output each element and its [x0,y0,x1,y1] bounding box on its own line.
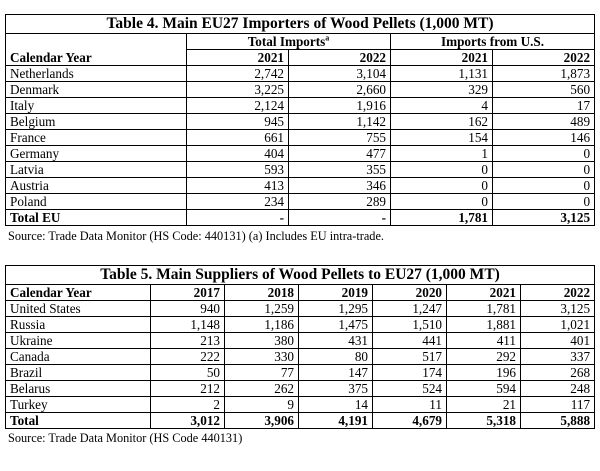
total-value-cell: 4,679 [373,413,447,429]
table-4-year-header: 2022 [289,50,391,66]
total-value-cell: 5,888 [521,413,595,429]
value-cell: 1,510 [373,317,447,333]
value-cell: 0 [391,194,493,210]
total-value-cell: 3,012 [151,413,225,429]
value-cell: 2,742 [187,66,289,82]
table-4-title: Table 4. Main EU27 Importers of Wood Pellets (1,000 MT) [6,15,595,34]
value-cell: 330 [225,349,299,365]
value-cell: 560 [493,82,595,98]
value-cell: 21 [447,397,521,413]
value-cell: 380 [225,333,299,349]
value-cell: 14 [299,397,373,413]
value-cell: 9 [225,397,299,413]
country-cell: Denmark [6,82,187,98]
table-5-title: Table 5. Main Suppliers of Wood Pellets to EU27 (1,000 MT) [6,266,595,285]
table-4-year-header: 2021 [391,50,493,66]
value-cell: 0 [493,178,595,194]
value-cell: 1,916 [289,98,391,114]
table-5-year-header: 2019 [299,285,373,301]
total-value-cell: 1,781 [391,210,493,226]
table-row [6,397,595,413]
table-5-source: Source: Trade Data Monitor (HS Code 440131) [8,431,243,445]
value-cell: 355 [289,162,391,178]
table-4-header-blank [6,34,187,50]
total-value-cell: 3,906 [225,413,299,429]
country-cell: Canada [6,349,151,365]
value-cell: 375 [299,381,373,397]
value-cell: 289 [289,194,391,210]
value-cell: 1,881 [447,317,521,333]
value-cell: 212 [151,381,225,397]
value-cell: 3,225 [187,82,289,98]
value-cell: 213 [151,333,225,349]
value-cell: 2,660 [289,82,391,98]
value-cell: 2,124 [187,98,289,114]
country-cell: Netherlands [6,66,187,82]
country-cell: Poland [6,194,187,210]
table-4-group-total-imports [187,34,391,50]
value-cell: 0 [493,194,595,210]
value-cell: 337 [521,349,595,365]
table-5-year-header: 2017 [151,285,225,301]
country-cell: Turkey [6,397,151,413]
value-cell: 162 [391,114,493,130]
value-cell: 234 [187,194,289,210]
value-cell: 174 [373,365,447,381]
country-cell: Belgium [6,114,187,130]
table-row [6,381,595,397]
value-cell: 489 [493,114,595,130]
value-cell: 661 [187,130,289,146]
table-row [6,317,595,333]
table-row [6,333,595,349]
value-cell: 11 [373,397,447,413]
table-row [6,146,595,162]
table-row [6,98,595,114]
country-cell: Latvia [6,162,187,178]
value-cell: 196 [447,365,521,381]
value-cell: 1,021 [521,317,595,333]
table-5-year-header: 2018 [225,285,299,301]
value-cell: 117 [521,397,595,413]
value-cell: 413 [187,178,289,194]
value-cell: 431 [299,333,373,349]
table-row [6,114,595,130]
value-cell: 4 [391,98,493,114]
table-row [6,82,595,98]
value-cell: 3,104 [289,66,391,82]
value-cell: 0 [391,178,493,194]
value-cell: 346 [289,178,391,194]
value-cell: 17 [493,98,595,114]
total-value-cell: - [289,210,391,226]
value-cell: 1,148 [151,317,225,333]
country-cell: Ukraine [6,333,151,349]
total-label: Total EU [6,210,187,226]
value-cell: 1 [391,146,493,162]
value-cell: 0 [391,162,493,178]
total-row [6,413,595,429]
value-cell: 477 [289,146,391,162]
country-cell: Italy [6,98,187,114]
table-5-year-header: 2020 [373,285,447,301]
table-4-grid [5,14,595,226]
value-cell: 0 [493,146,595,162]
value-cell: 1,873 [493,66,595,82]
total-row [6,210,595,226]
value-cell: 329 [391,82,493,98]
value-cell: 1,295 [299,301,373,317]
group-total-label: Total Imports [247,34,326,49]
value-cell: 77 [225,365,299,381]
group-total-footnote-mark: a [325,33,330,43]
country-cell: France [6,130,187,146]
table-row [6,301,595,317]
value-cell: 404 [187,146,289,162]
total-value-cell: 4,191 [299,413,373,429]
value-cell: 3,125 [521,301,595,317]
value-cell: 80 [299,349,373,365]
value-cell: 594 [447,381,521,397]
total-value-cell: 5,318 [447,413,521,429]
country-cell: Belarus [6,381,151,397]
value-cell: 945 [187,114,289,130]
value-cell: 441 [373,333,447,349]
table-4-source: Source: Trade Data Monitor (HS Code: 440131) (a) Includes EU intra-trade. [8,229,384,243]
country-cell: Russia [6,317,151,333]
table-row [6,194,595,210]
value-cell: 1,781 [447,301,521,317]
value-cell: 222 [151,349,225,365]
table-4-row-header: Calendar Year [6,50,187,66]
table-row [6,130,595,146]
value-cell: 2 [151,397,225,413]
value-cell: 1,142 [289,114,391,130]
table-row [6,162,595,178]
table-5-year-header: 2021 [447,285,521,301]
value-cell: 755 [289,130,391,146]
value-cell: 401 [521,333,595,349]
table-row [6,365,595,381]
country-cell: Germany [6,146,187,162]
value-cell: 1,131 [391,66,493,82]
value-cell: 940 [151,301,225,317]
table-5-grid [5,265,595,429]
country-cell: Austria [6,178,187,194]
table-4 [5,14,594,243]
total-value-cell: - [187,210,289,226]
table-4-group-us-imports: Imports from U.S. [391,34,595,50]
country-cell: Brazil [6,365,151,381]
table-row [6,349,595,365]
value-cell: 262 [225,381,299,397]
value-cell: 154 [391,130,493,146]
value-cell: 146 [493,130,595,146]
value-cell: 524 [373,381,447,397]
value-cell: 50 [151,365,225,381]
table-row [6,66,595,82]
value-cell: 147 [299,365,373,381]
table-5 [5,265,594,445]
value-cell: 517 [373,349,447,365]
total-value-cell: 3,125 [493,210,595,226]
value-cell: 1,247 [373,301,447,317]
table-row [6,178,595,194]
value-cell: 411 [447,333,521,349]
table-5-row-header: Calendar Year [6,285,151,301]
value-cell: 248 [521,381,595,397]
total-label: Total [6,413,151,429]
table-4-year-header: 2021 [187,50,289,66]
table-5-year-header: 2022 [521,285,595,301]
value-cell: 593 [187,162,289,178]
value-cell: 1,259 [225,301,299,317]
country-cell: United States [6,301,151,317]
value-cell: 0 [493,162,595,178]
value-cell: 1,475 [299,317,373,333]
value-cell: 268 [521,365,595,381]
value-cell: 292 [447,349,521,365]
table-4-year-header: 2022 [493,50,595,66]
value-cell: 1,186 [225,317,299,333]
